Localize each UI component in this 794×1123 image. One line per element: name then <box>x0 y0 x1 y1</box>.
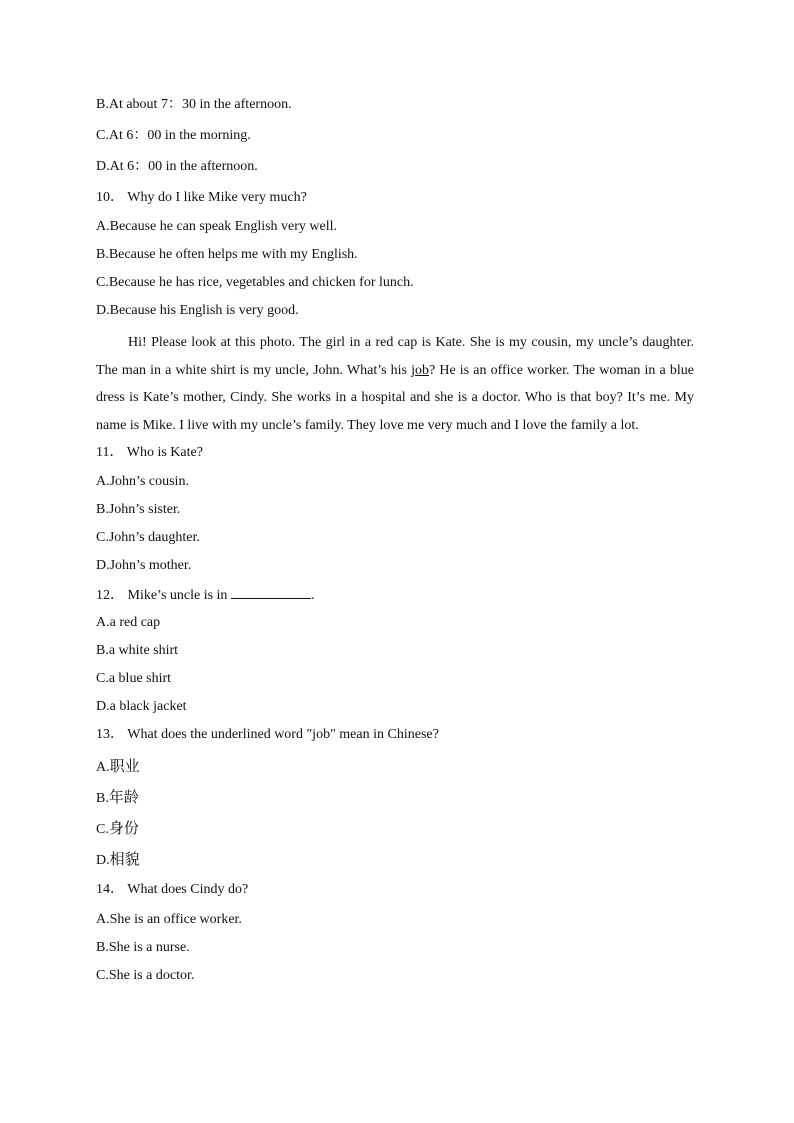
q13-option-c <box>96 818 694 838</box>
q12-question <box>96 584 694 604</box>
q12-answer-blank <box>231 584 311 599</box>
q13-option-b-letter: B. <box>96 791 109 806</box>
q12-option-a: A.a red cap <box>96 615 161 630</box>
q13-option-d-text: 相貌 <box>109 850 140 868</box>
q13-option-b <box>96 787 694 807</box>
q12-question-end: . <box>310 588 315 603</box>
q11-option-b: B.John’s sister. <box>96 502 181 517</box>
q9-option-c: C.At 6：00 in the morning. <box>96 128 251 143</box>
q10-option-c: C.Because he has rice, vegetables and chicken for lunch. <box>96 275 414 290</box>
q13-option-b-text: 年龄 <box>108 788 139 806</box>
question-10 <box>96 188 694 321</box>
q9-option-d: D.At 6：00 in the afternoon. <box>96 159 258 174</box>
q10-option-a: A.Because he can speak English very well. <box>96 219 338 234</box>
q12-option-b: B.a white shirt <box>96 643 179 658</box>
q10-option-b: B.Because he often helps me with my English. <box>96 247 358 262</box>
reading-passage <box>96 329 694 439</box>
q10-option-d: D.Because his English is very good. <box>96 303 299 318</box>
q14-option-a: A.She is an office worker. <box>96 912 242 927</box>
q13-question: 13． What does the underlined word "job" mean in Chinese? <box>96 727 439 742</box>
q12-option-d: D.a black jacket <box>96 699 187 714</box>
passage-text-before: Hi! Please look at this photo. The girl in a red cap is Kate. She is my cousin, my uncle’s daughter. The man in a white shirt is my uncle, John. What’s his <box>96 335 694 378</box>
q10-question: 10． Why do I like Mike very much? <box>96 190 307 205</box>
q13-option-a-text: 职业 <box>109 757 140 775</box>
q14-question: 14． What does Cindy do? <box>96 882 249 897</box>
passage-text-after: ? He is an office worker. The woman in a blue dress is Kate’s mother, Cindy. She works in a hospital and she is a doctor. Who is that boy? It’s me. My name is Mike. I live with my uncle’s family. They love me very much and I love the family a lot. <box>96 362 694 433</box>
question-11 <box>96 443 694 576</box>
q13-option-a <box>96 756 694 776</box>
q13-option-c-text: 身份 <box>108 819 139 837</box>
q9-option-b: B.At about 7：30 in the afternoon. <box>96 97 292 112</box>
question-12 <box>96 584 694 717</box>
q13-option-c-letter: C. <box>96 822 109 837</box>
q9-options <box>96 95 694 177</box>
question-14 <box>96 880 694 986</box>
q11-option-c: C.John’s daughter. <box>96 530 200 545</box>
q11-question: 11． Who is Kate? <box>96 445 203 460</box>
worksheet-page <box>96 95 694 994</box>
q12-question-text: 12． Mike’s uncle is in <box>96 588 228 603</box>
q13-option-d-letter: D. <box>96 853 110 868</box>
question-13 <box>96 725 694 869</box>
q13-option-d <box>96 849 694 869</box>
q14-option-b: B.She is a nurse. <box>96 940 190 955</box>
q14-option-c: C.She is a doctor. <box>96 968 195 983</box>
q13-option-a-letter: A. <box>96 760 110 775</box>
q11-option-d: D.John’s mother. <box>96 558 192 573</box>
q12-option-c: C.a blue shirt <box>96 671 172 686</box>
q11-option-a: A.John’s cousin. <box>96 474 189 489</box>
passage-underlined-word: job <box>411 362 430 378</box>
